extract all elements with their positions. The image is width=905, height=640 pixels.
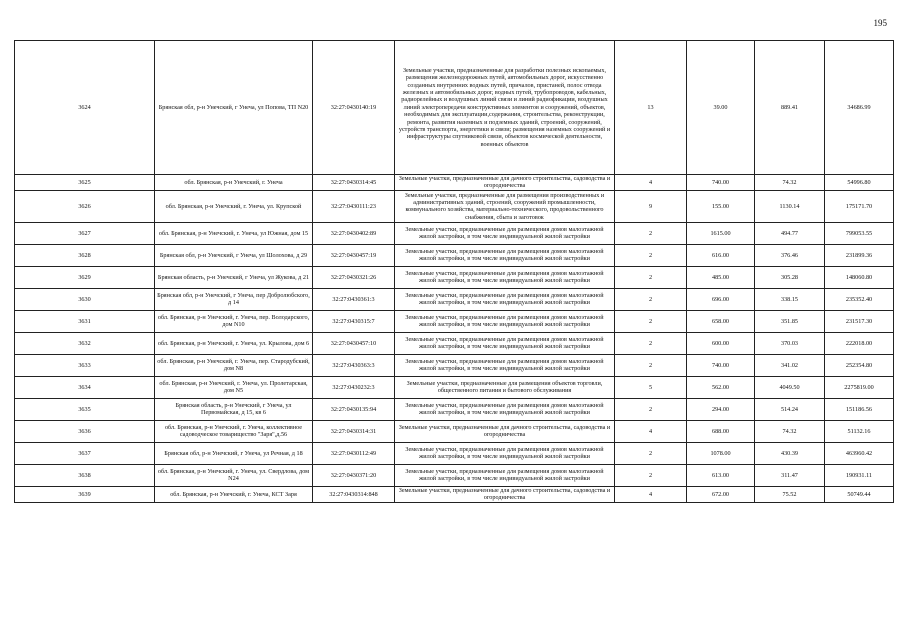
area-cell: 616.00 [687, 244, 755, 266]
permitted-use-cell: Земельные участки, предназначенные для размещения домов малоэтажной жилой застройки, в том числе индивидуальной жилой застройки [395, 244, 615, 266]
address-cell: обл. Брянская, р-н Унечский, г. Унеча, ул. Свердлова, дом N24 [155, 464, 313, 486]
area-cell: 740.00 [687, 354, 755, 376]
cadastral-number-cell: 32:27:0430135:94 [313, 398, 395, 420]
table-row [15, 354, 894, 376]
address-cell: Брянская область, р-н Унечский, г Унеча, ул Первомайская, д 15, кв 6 [155, 398, 313, 420]
cadastral-number-cell: 32:27:0430314:848 [313, 486, 395, 502]
category-cell: 2 [615, 442, 687, 464]
cadastral-number-cell: 32:27:0430457:10 [313, 332, 395, 354]
permitted-use-cell: Земельные участки, предназначенные для размещения домов малоэтажной жилой застройки, в том числе индивидуальной жилой застройки [395, 398, 615, 420]
area-cell: 155.00 [687, 190, 755, 222]
row-number-cell: 3626 [15, 190, 155, 222]
cadastral-number-cell: 32:27:0430402:89 [313, 222, 395, 244]
row-number-cell: 3628 [15, 244, 155, 266]
specific-value-cell: 494.77 [755, 222, 825, 244]
table-row [15, 266, 894, 288]
specific-value-cell: 338.15 [755, 288, 825, 310]
specific-value-cell: 4049.50 [755, 376, 825, 398]
area-cell: 696.00 [687, 288, 755, 310]
address-cell: Брянская обл, р-н Унечский, г Унеча, пер Добролюбского, д 14 [155, 288, 313, 310]
row-number-cell: 3631 [15, 310, 155, 332]
cadastral-number-cell: 32:27:0430140:19 [313, 41, 395, 175]
address-cell: обл. Брянская, р-н Унечский, г. Унеча, ул. Крупской [155, 190, 313, 222]
row-number-cell: 3630 [15, 288, 155, 310]
category-cell: 2 [615, 222, 687, 244]
cadastral-number-cell: 32:27:0430314:31 [313, 420, 395, 442]
permitted-use-cell: Земельные участки, предназначенные для дачного строительства, садоводства и огородничества [395, 486, 615, 502]
cadastral-value-cell: 175171.70 [825, 190, 894, 222]
permitted-use-cell: Земельные участки, предназначенные для размещения домов малоэтажной жилой застройки, в том числе индивидуальной жилой застройки [395, 354, 615, 376]
area-cell: 658.00 [687, 310, 755, 332]
table-row [15, 310, 894, 332]
table-row [15, 486, 894, 502]
row-number-cell: 3625 [15, 175, 155, 191]
permitted-use-cell: Земельные участки, предназначенные для размещения домов малоэтажной жилой застройки, в том числе индивидуальной жилой застройки [395, 332, 615, 354]
specific-value-cell: 514.24 [755, 398, 825, 420]
cadastral-number-cell: 32:27:0430314:45 [313, 175, 395, 191]
address-cell: обл. Брянская, р-н Унечский, г. Унеча, коллективное садоводческое товарищество "Заря",д.56 [155, 420, 313, 442]
table-row [15, 41, 894, 175]
permitted-use-cell: Земельные участки, предназначенные для разработки полезных ископаемых, размещения железнодорожных путей, автомобильных дорог, искусственно созданных внутренних водных путей, причалов, пристаней, полос отвода железных и автомобильных дорог, водных путей, трубопроводов, кабельных, радиорелейных и воздушных линий связи и линий радиофикации, воздушных линий электропередачи конструктивных элементов и сооружений, объектов, необходимых для эксплуатации,содержания, строительства, реконструкции, ремонта, развития наземных и подземных зданий, строений, сооружений, устройств транспорта, энергетики и связи; размещения наземных сооружений и инфраструктуры спутниковой связи, объектов космической деятельности, военных объектов [395, 41, 615, 175]
category-cell: 2 [615, 310, 687, 332]
cadastral-value-cell: 148060.80 [825, 266, 894, 288]
cadastral-value-cell: 54996.80 [825, 175, 894, 191]
address-cell: обл. Брянская, р-н Унечский, г. Унеча, пер. Володарского, дом N10 [155, 310, 313, 332]
row-number-cell: 3636 [15, 420, 155, 442]
table-row [15, 288, 894, 310]
table-row [15, 420, 894, 442]
table-row [15, 190, 894, 222]
category-cell: 4 [615, 486, 687, 502]
table-row [15, 332, 894, 354]
cadastral-value-cell: 235352.40 [825, 288, 894, 310]
table-row [15, 398, 894, 420]
table-row [15, 376, 894, 398]
permitted-use-cell: Земельные участки, предназначенные для размещения домов малоэтажной жилой застройки, в том числе индивидуальной жилой застройки [395, 310, 615, 332]
specific-value-cell: 889.41 [755, 41, 825, 175]
specific-value-cell: 74.32 [755, 420, 825, 442]
page-number: 195 [873, 18, 887, 28]
area-cell: 688.00 [687, 420, 755, 442]
specific-value-cell: 74.32 [755, 175, 825, 191]
cadastral-number-cell: 32:27:0430371:20 [313, 464, 395, 486]
row-number-cell: 3634 [15, 376, 155, 398]
cadastral-number-cell: 32:27:0430363:3 [313, 354, 395, 376]
cadastral-value-cell: 34686.99 [825, 41, 894, 175]
cadastral-value-cell: 463960.42 [825, 442, 894, 464]
address-cell: обл. Брянская, р-н Унечский, г. Унеча, пер. Стародубский, дом N8 [155, 354, 313, 376]
specific-value-cell: 351.85 [755, 310, 825, 332]
permitted-use-cell: Земельные участки, предназначенные для размещения домов малоэтажной жилой застройки, в том числе индивидуальной жилой застройки [395, 288, 615, 310]
category-cell: 2 [615, 332, 687, 354]
specific-value-cell: 430.39 [755, 442, 825, 464]
row-number-cell: 3632 [15, 332, 155, 354]
area-cell: 672.00 [687, 486, 755, 502]
category-cell: 4 [615, 175, 687, 191]
category-cell: 5 [615, 376, 687, 398]
category-cell: 2 [615, 354, 687, 376]
cadastral-value-cell: 151186.56 [825, 398, 894, 420]
row-number-cell: 3637 [15, 442, 155, 464]
cadastral-value-cell: 252354.80 [825, 354, 894, 376]
area-cell: 1078.00 [687, 442, 755, 464]
address-cell: обл. Брянская, р-н Унечский, г. Унеча, ул Южная, дом 15 [155, 222, 313, 244]
area-cell: 485.00 [687, 266, 755, 288]
specific-value-cell: 305.28 [755, 266, 825, 288]
land-registry-table [14, 40, 894, 503]
specific-value-cell: 376.46 [755, 244, 825, 266]
row-number-cell: 3627 [15, 222, 155, 244]
cadastral-value-cell: 231899.36 [825, 244, 894, 266]
specific-value-cell: 341.02 [755, 354, 825, 376]
cadastral-number-cell: 32:27:0430112:49 [313, 442, 395, 464]
row-number-cell: 3633 [15, 354, 155, 376]
row-number-cell: 3624 [15, 41, 155, 175]
cadastral-number-cell: 32:27:0430361:3 [313, 288, 395, 310]
address-cell: Брянская область, р-н Унечский, г Унеча, ул Жукова, д 21 [155, 266, 313, 288]
area-cell: 562.00 [687, 376, 755, 398]
category-cell: 13 [615, 41, 687, 175]
category-cell: 2 [615, 288, 687, 310]
cadastral-value-cell: 231517.30 [825, 310, 894, 332]
address-cell: обл. Брянская, р-н Унечский, г. Унеча, КСТ Заря [155, 486, 313, 502]
area-cell: 600.00 [687, 332, 755, 354]
row-number-cell: 3639 [15, 486, 155, 502]
row-number-cell: 3638 [15, 464, 155, 486]
cadastral-value-cell: 799053.55 [825, 222, 894, 244]
category-cell: 9 [615, 190, 687, 222]
address-cell: обл. Брянская, р-н Унечский, г. Унеча, ул. Крылова, дом 6 [155, 332, 313, 354]
table-row [15, 442, 894, 464]
permitted-use-cell: Земельные участки, предназначенные для размещения домов малоэтажной жилой застройки, в том числе индивидуальной жилой застройки [395, 222, 615, 244]
address-cell: Брянская обл, р-н Унечский, г Унеча, ул Речная, д 18 [155, 442, 313, 464]
address-cell: Брянская обл, р-н Унечский, г Унеча, ул Попова, ТП N20 [155, 41, 313, 175]
category-cell: 2 [615, 398, 687, 420]
cadastral-number-cell: 32:27:0430321:26 [313, 266, 395, 288]
category-cell: 4 [615, 420, 687, 442]
specific-value-cell: 370.03 [755, 332, 825, 354]
category-cell: 2 [615, 464, 687, 486]
table-row [15, 222, 894, 244]
cadastral-value-cell: 51132.16 [825, 420, 894, 442]
table-row [15, 464, 894, 486]
address-cell: обл. Брянская, р-н Унечский, г. Унеча [155, 175, 313, 191]
cadastral-value-cell: 190931.11 [825, 464, 894, 486]
specific-value-cell: 1130.14 [755, 190, 825, 222]
address-cell: обл. Брянская, р-н Унечский, г. Унеча, ул. Пролетарская, дом N5 [155, 376, 313, 398]
permitted-use-cell: Земельные участки, предназначенные для размещения объектов торговли, общественного питания и бытового обслуживания [395, 376, 615, 398]
area-cell: 613.00 [687, 464, 755, 486]
address-cell: Брянская обл, р-н Унечский, г Унеча, ул Шолохова, д 29 [155, 244, 313, 266]
row-number-cell: 3629 [15, 266, 155, 288]
permitted-use-cell: Земельные участки, предназначенные для размещения домов малоэтажной жилой застройки, в том числе индивидуальной жилой застройки [395, 266, 615, 288]
permitted-use-cell: Земельные участки, предназначенные для дачного строительства, садоводства и огородничества [395, 175, 615, 191]
area-cell: 39.00 [687, 41, 755, 175]
category-cell: 2 [615, 266, 687, 288]
area-cell: 294.00 [687, 398, 755, 420]
cadastral-value-cell: 50749.44 [825, 486, 894, 502]
cadastral-number-cell: 32:27:0430232:3 [313, 376, 395, 398]
cadastral-value-cell: 2275819.00 [825, 376, 894, 398]
permitted-use-cell: Земельные участки, предназначенные для размещения домов малоэтажной жилой застройки, в том числе индивидуальной жилой застройки [395, 442, 615, 464]
permitted-use-cell: Земельные участки, предназначенные для размещения производственных и административных зданий, строений, сооружений промышленности, коммунального хозяйства, материально-технического, продовольственного снабжения, сбыта и заготовок [395, 190, 615, 222]
cadastral-number-cell: 32:27:0430111:23 [313, 190, 395, 222]
cadastral-number-cell: 32:27:0430457:19 [313, 244, 395, 266]
area-cell: 740.00 [687, 175, 755, 191]
table-row [15, 175, 894, 191]
cadastral-number-cell: 32:27:0430315:7 [313, 310, 395, 332]
area-cell: 1615.00 [687, 222, 755, 244]
permitted-use-cell: Земельные участки, предназначенные для размещения домов малоэтажной жилой застройки, в том числе индивидуальной жилой застройки [395, 464, 615, 486]
row-number-cell: 3635 [15, 398, 155, 420]
table-row [15, 244, 894, 266]
permitted-use-cell: Земельные участки, предназначенные для дачного строительства, садоводства и огородничества [395, 420, 615, 442]
cadastral-value-cell: 222018.00 [825, 332, 894, 354]
category-cell: 2 [615, 244, 687, 266]
specific-value-cell: 75.52 [755, 486, 825, 502]
specific-value-cell: 311.47 [755, 464, 825, 486]
